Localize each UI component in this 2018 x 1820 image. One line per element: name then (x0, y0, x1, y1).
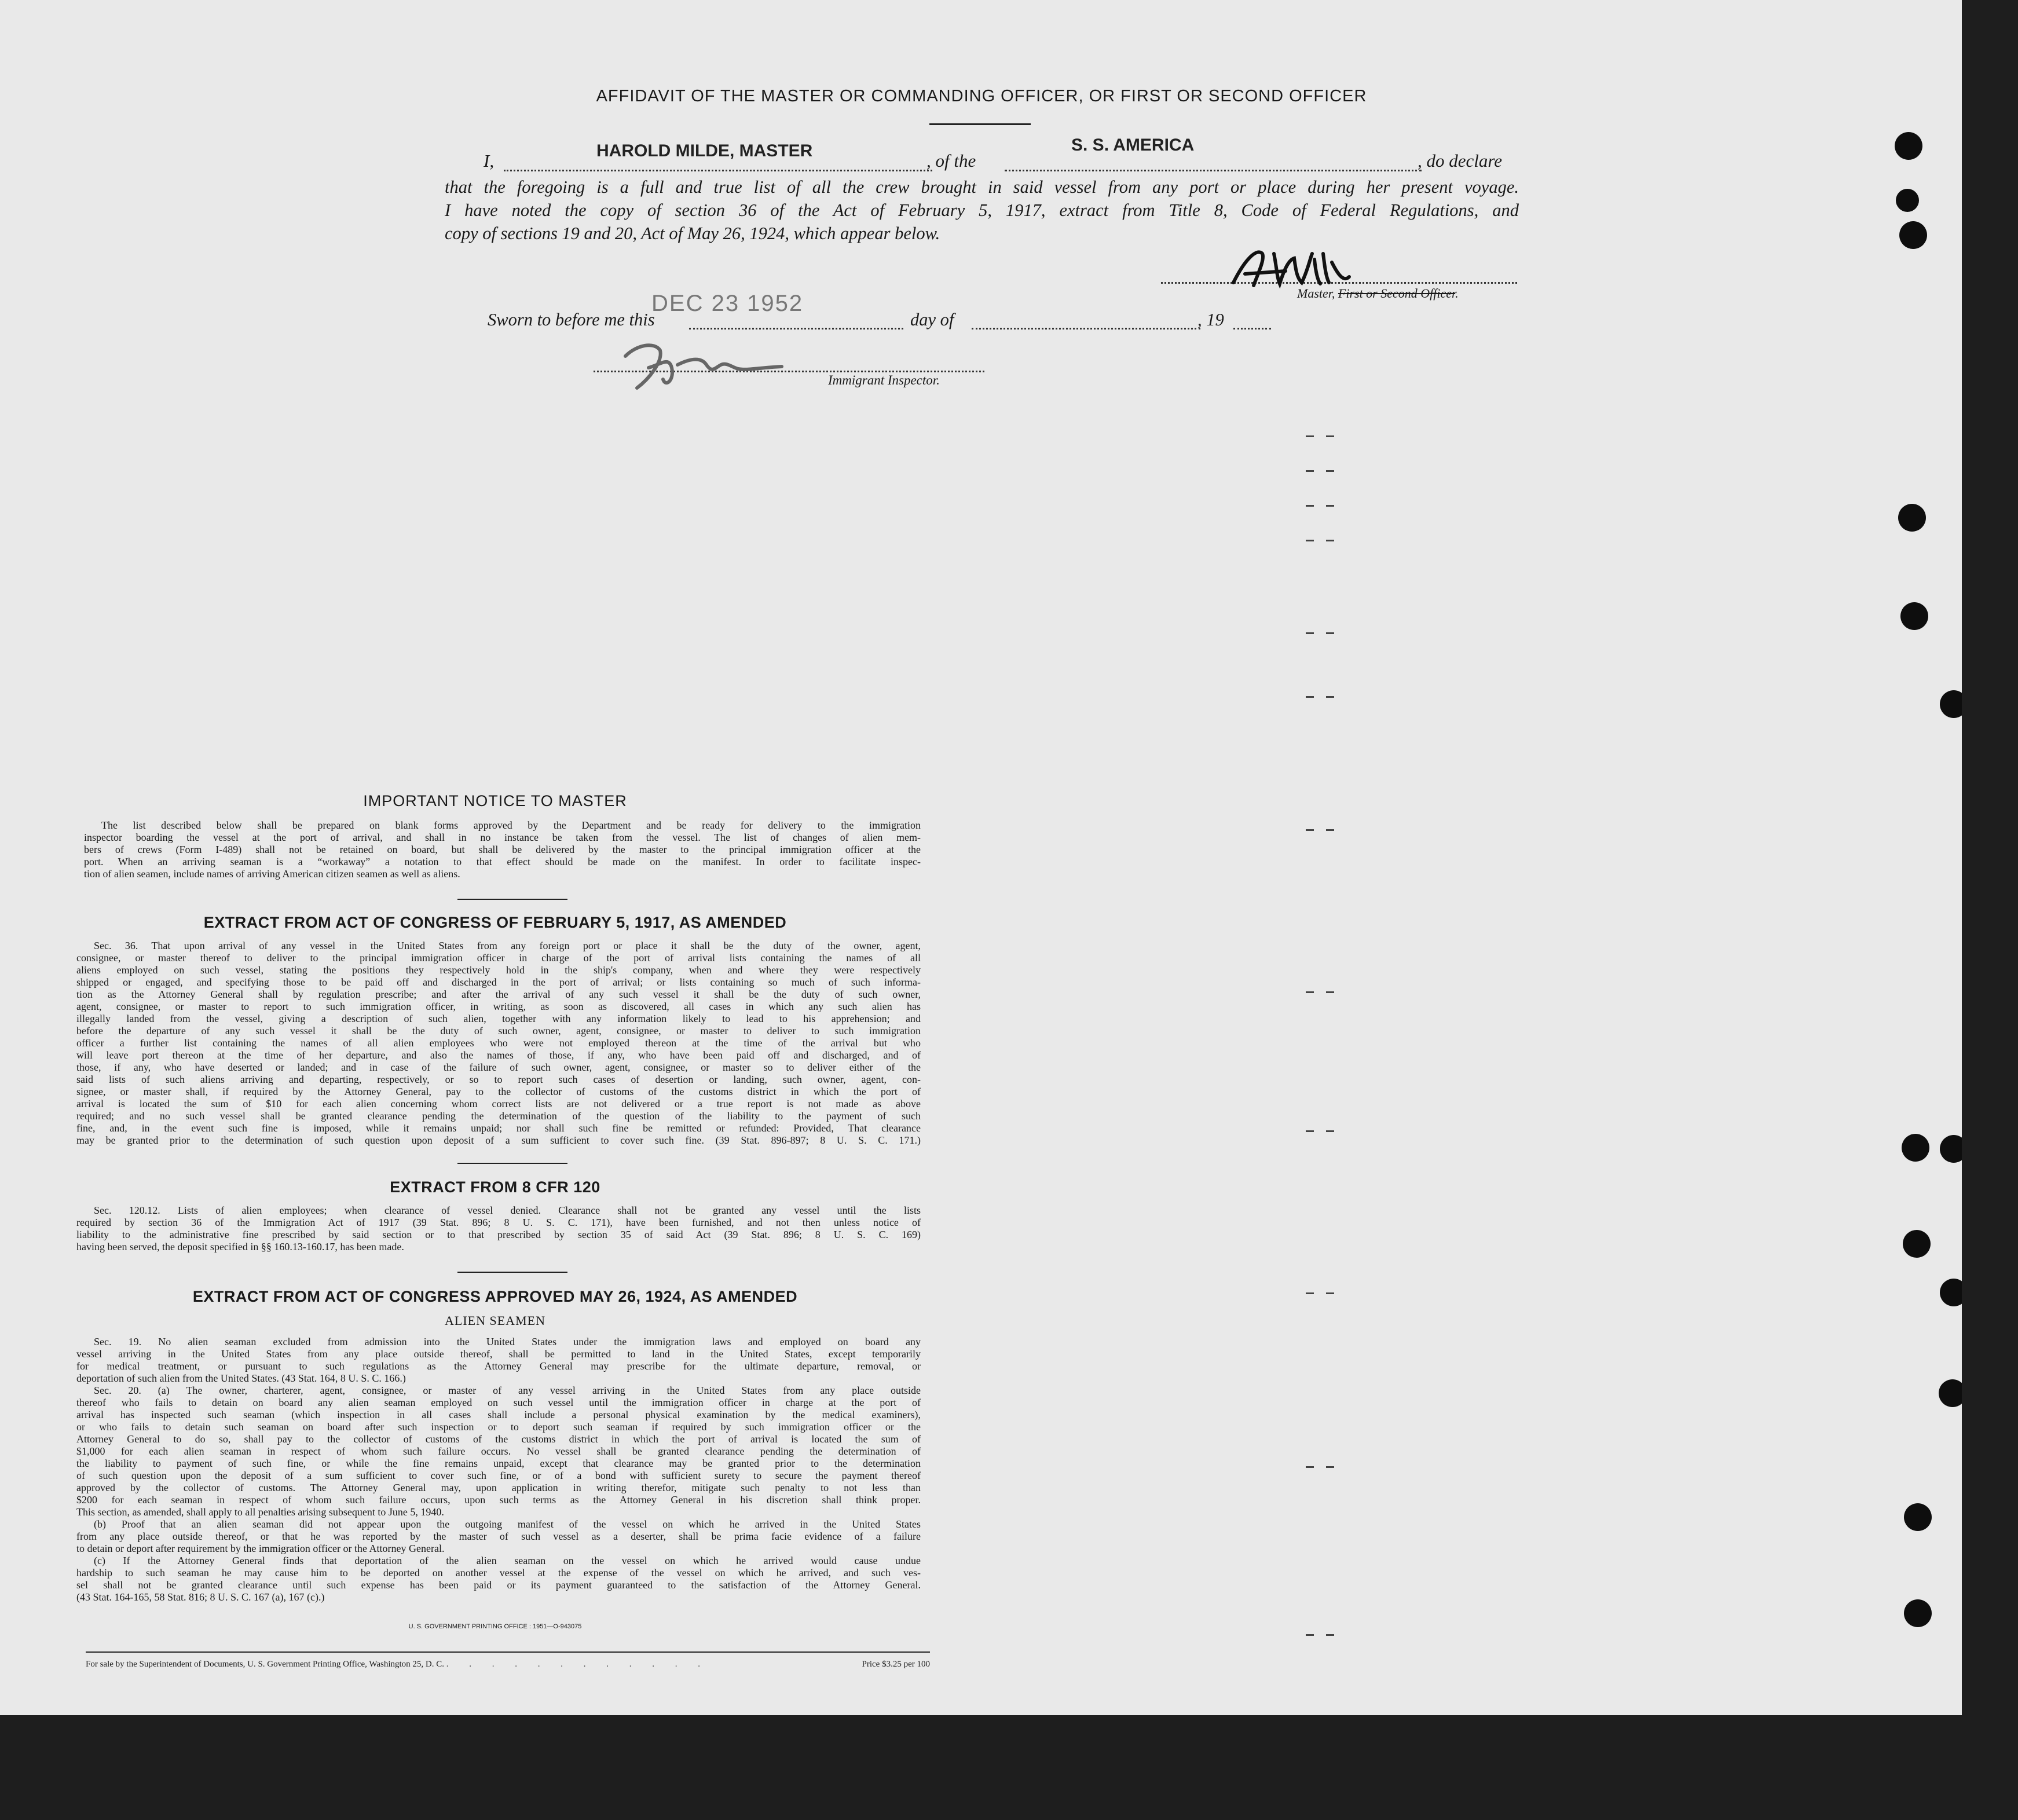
punch-hole (1904, 1503, 1932, 1531)
tick-mark (1326, 1130, 1334, 1132)
inspector-signature (614, 333, 799, 397)
footer-rule (86, 1651, 930, 1653)
tick-mark (1306, 829, 1314, 831)
extract-1917-line: will leave port thereon at the time of her departure, and also the names of those, if any, who have been paid off and discharged, and of (76, 1049, 921, 1061)
punch-hole (1899, 221, 1927, 249)
extract-1917-line: illegally landed from the vessel, giving a description of such alien, together with any information likely to lead to his apprehension; and (76, 1013, 921, 1024)
extract-1917-line: arrival is located the sum of $10 for each alien concerning whom correct lists are not delivered or a true report is not made as above (76, 1098, 921, 1109)
extract-1924-line: Attorney General to do so, shall pay to the collector of customs of the customs district in which the port of arrival is located the sum of (76, 1433, 921, 1445)
extract-1924-line: thereof who fails to detain on board any alien seaman employed on such vessel until the immigration officer in charge at the port of (76, 1397, 921, 1408)
extract-1917-line: signee, or master shall, if required by the Attorney General, pay to the collector of customs of the customs district in which the port of (76, 1086, 921, 1097)
notice-line: tion of alien seamen, include names of arriving American citizen seamen as well as aliens. (84, 868, 460, 880)
tick-mark (1326, 470, 1334, 472)
master-caption-struck-officer: First or Second Officer (1338, 286, 1456, 301)
tick-mark (1306, 991, 1314, 993)
extract-1917-line: said lists of such aliens arriving and departing, respectively, or so to report such cases of desertion or landing, such owner, agent, con- (76, 1074, 921, 1085)
extract-1924-line: from any place outside thereof, or that he was reported by the master of such vessel as a deserter, shall be prima facie evidence of a failure (76, 1530, 921, 1542)
sworn-label: Sworn to before me this (488, 310, 655, 329)
master-caption-master: Master, (1297, 286, 1335, 301)
extract-1917-line: required; and no such vessel shall be granted clearance pending the determination of the question of the liability to the payment of such (76, 1110, 921, 1122)
divider (457, 899, 567, 900)
vessel-value: S. S. AMERICA (1071, 136, 1195, 155)
punch-hole (1903, 1230, 1931, 1258)
tick-mark (1306, 540, 1314, 541)
gpo-imprint: U. S. GOVERNMENT PRINTING OFFICE : 1951—O-943075 (408, 1623, 582, 1630)
divider (457, 1272, 567, 1273)
tick-mark (1306, 632, 1314, 634)
punch-hole (1940, 1279, 1962, 1306)
punch-hole (1940, 1135, 1962, 1163)
extract-1924-line: for medical treatment, or pursuant to such regulations as the Attorney General may prescribe for the ultimate departure, removal, or (76, 1360, 921, 1372)
extract-1924-line: (43 Stat. 164-165, 58 Stat. 816; 8 U. S. C. 167 (a), 167 (c).) (76, 1591, 325, 1603)
affidavit-title: AFFIDAVIT OF THE MASTER OR COMMANDING OFFICER, OR FIRST OR SECOND OFFICER (596, 87, 1367, 105)
tick-mark (1326, 632, 1334, 634)
year-line (1233, 328, 1271, 329)
notice-line: The list described below shall be prepared on blank forms approved by the Department and be ready for delivery to the immigration (101, 819, 921, 831)
punch-hole (1939, 1379, 1962, 1407)
extract-1924-line: This section, as amended, shall apply to all penalties arising subsequent to June 5, 1940. (76, 1506, 444, 1518)
extract-cfr-body (76, 1204, 921, 1253)
extract-cfr-line: liability to the administrative fine prescribed by said section or to that prescribed by section 35 of said Act (39 Stat. 896; 8 U. S. C. 169) (76, 1229, 921, 1240)
name-value: HAROLD MILDE, MASTER (596, 141, 813, 160)
tick-mark (1326, 991, 1334, 993)
extract-1924-line: vessel arriving in the United States from any place outside thereof, shall be permitted to land in the United States, except temporarily (76, 1348, 921, 1360)
extract-cfr-title: EXTRACT FROM 8 CFR 120 (390, 1178, 600, 1196)
sworn-date-line (689, 328, 903, 329)
extract-cfr-line: required by section 36 of the Immigration Act of 1917 (39 Stat. 896; 8 U. S. C. 171), have been furnished, and not then unless notice of (76, 1217, 921, 1228)
footer-line: For sale by the Superintendent of Documents, U. S. Government Printing Office, Washington 25, D. C. . . . . . . . . . . . . Price $3.25 per 100 (86, 1660, 930, 1669)
punch-hole (1898, 504, 1926, 532)
tick-mark (1306, 1130, 1314, 1132)
of-the-label: , of the (926, 151, 976, 171)
extract-1924-line: (c) If the Attorney General finds that deportation of the alien seaman on the vessel on which he arrived would cause undue (94, 1555, 921, 1566)
extract-1924-line: of such question upon the deposit of a sum sufficient to cover such fine, or of a bond with sufficient surety to secure the payment thereof (76, 1470, 921, 1481)
tick-mark (1306, 1466, 1314, 1468)
extract-1917-line: before the departure of any such vessel it shall be the duty of such owner, agent, consignee, or master to deliver to such immigration (76, 1025, 921, 1037)
tick-mark (1306, 696, 1314, 698)
extract-cfr-line: having been served, the deposit specified in §§ 160.13-160.17, has been made. (76, 1241, 404, 1253)
extract-1924-subtitle: ALIEN SEAMEN (445, 1313, 545, 1328)
extract-1917-line: agent, consignee, or master to report to such immigration officer, in writing, as soon as discovered, all cases in which any such alien has (76, 1001, 921, 1012)
tick-mark (1326, 1466, 1334, 1468)
master-caption-period: . (1455, 286, 1459, 301)
extract-1924-line: sel shall not be granted clearance until such expense has been paid or its payment guaranteed to the satisfaction of the Attorney General. (76, 1579, 921, 1591)
extract-1917-line: consignee, or master thereof to deliver to the principal immigration officer in charge of the port of arrival lists containing the names of all (76, 952, 921, 964)
day-of-label: day of (910, 310, 954, 329)
punch-hole (1900, 602, 1928, 630)
extract-1924-line: hardship to such seaman he may cause him to be deported on another vessel at the expense of the vessel on which he arrived, and such ves- (76, 1567, 921, 1579)
extract-1924-line: arrival has inspected such seaman (which inspection in all cases shall include a personal physical examination by the medical examiners), (76, 1409, 921, 1420)
tick-mark (1306, 1292, 1314, 1294)
year-prefix: , 19 (1197, 310, 1224, 329)
punch-hole (1904, 1599, 1932, 1627)
tick-mark (1306, 470, 1314, 472)
date-stamp: DEC 23 1952 (651, 291, 804, 316)
extract-1924-line: $1,000 for each alien seaman in respect of whom such failure occurs. No vessel shall be granted clearance pending the determination of (76, 1445, 921, 1457)
punch-hole (1940, 690, 1962, 718)
extract-1924-line: to detain or deport after requirement by the immigration officer or the Attorney General. (76, 1543, 445, 1554)
price-note: Price $3.25 per 100 (862, 1660, 930, 1669)
extract-1917-line: may be granted prior to the determination of such question upon deposit of a sum sufficient to cover such fine. (39 Stat. 896-897; 8 U. S. C. 171.) (76, 1134, 921, 1146)
extract-1924-line: Sec. 19. No alien seaman excluded from admission into the United States under the immigration laws and employed on board any (94, 1336, 921, 1347)
extract-1924-title: EXTRACT FROM ACT OF CONGRESS APPROVED MAY 26, 1924, AS AMENDED (192, 1288, 798, 1305)
affidavit-line-2: I have noted the copy of section 36 of the Act of February 5, 1917, extract from Title 8, Code of Federal Regulations, and (445, 200, 1519, 220)
tick-mark (1326, 1634, 1334, 1636)
vessel-line (1005, 170, 1422, 171)
name-line (504, 170, 932, 171)
month-line (972, 328, 1200, 329)
extract-1917-line: aliens employed on such vessel, stating the positions they respectively hold in the ship's company, when and where they were respectively (76, 964, 921, 976)
sale-note: For sale by the Superintendent of Documents, U. S. Government Printing Office, Washington 25, D. C. (86, 1660, 444, 1669)
extract-1924-line: deportation of such alien from the United States. (43 Stat. 164, 8 U. S. C. 166.) (76, 1372, 406, 1384)
notice-line: inspector boarding the vessel at the port of arrival, and shall in no instance be taken from the vessel. The list of changes of alien mem- (84, 832, 921, 843)
notice-body (84, 819, 921, 880)
i-label: I, (484, 151, 495, 171)
extract-1917-line: shipped or engaged, and specifying those to be paid off and discharged in the port of arrival; or lists containing so much of such informa- (76, 976, 921, 988)
extract-1924-line: (b) Proof that an alien seaman did not appear upon the outgoing manifest of the vessel on which he arrived in the United States (94, 1518, 921, 1530)
punch-hole (1895, 132, 1922, 160)
tick-mark (1326, 505, 1334, 507)
extract-1917-line: fine, and, in the event such fine is imposed, while it remains unpaid; nor shall such fine be remitted or refunded: Provided, That clearance (76, 1122, 921, 1134)
tick-mark (1306, 435, 1314, 437)
extract-1924-body (76, 1336, 921, 1603)
tick-mark (1326, 829, 1334, 831)
extract-1924-line: $200 for each seaman in respect of whom such failure occurs, upon such terms as the Attorney General in his discretion shall think proper. (76, 1494, 921, 1506)
notice-title: IMPORTANT NOTICE TO MASTER (363, 792, 627, 810)
punch-hole (1902, 1134, 1929, 1162)
affidavit-line-3: copy of sections 19 and 20, Act of May 26, 1924, which appear below. (445, 224, 940, 243)
extract-1924-line: Sec. 20. (a) The owner, charterer, agent, consignee, or master of any vessel arriving in the United States from any place outside (94, 1385, 921, 1396)
extract-1917-line: tion as the Attorney General shall by regulation prescribe; and after the arrival of any such vessel it shall be the duty of such owner, (76, 988, 921, 1000)
notice-line: bers of crews (Form I-489) shall not be retained on board, but shall be delivered by the master to the principal immigration officer at the (84, 844, 921, 855)
extract-1917-line: Sec. 36. That upon arrival of any vessel in the United States from any foreign port or place it shall be the duty of the owner, agent, (94, 940, 921, 951)
extract-1917-title: EXTRACT FROM ACT OF CONGRESS OF FEBRUARY 5, 1917, AS AMENDED (203, 914, 787, 931)
extract-1924-line: approved by the collector of customs. The Attorney General may, upon application in writing therefor, mitigate such penalty to not less than (76, 1482, 921, 1493)
extract-1917-line: those, if any, who have deserted or landed; and in case of the failure of such owner, agent, consignee, or master so to deliver either of the (76, 1061, 921, 1073)
tick-mark (1326, 540, 1334, 541)
do-declare-label: , do declare (1418, 151, 1503, 171)
extract-cfr-line: Sec. 120.12. Lists of alien employees; when clearance of vessel denied. Clearance shall not be granted any vessel until the lists (94, 1204, 921, 1216)
master-caption (1297, 286, 1459, 301)
extract-1924-line: or who fails to detain such seaman on board after such inspection or to deport such seaman if required by such immigration officer or the (76, 1421, 921, 1433)
tick-mark (1326, 696, 1334, 698)
tick-mark (1306, 505, 1314, 507)
inspector-caption: Immigrant Inspector. (828, 373, 940, 387)
tick-mark (1306, 1634, 1314, 1636)
affidavit-line-1: that the foregoing is a full and true list of all the crew brought in said vessel from any port or place during her present voyage. (445, 177, 1519, 197)
notice-line: port. When an arriving seaman is a “workaway” a notation to that effect should be made on the manifest. In order to facilitate inspec- (84, 856, 921, 867)
title-divider (929, 123, 1031, 125)
divider (457, 1163, 567, 1164)
punch-hole (1896, 189, 1919, 212)
extract-1917-body (76, 940, 921, 1147)
tick-mark (1326, 1292, 1334, 1294)
extract-1917-line: officer a further list containing the names of all alien employees who were not employed thereon at the time of the arrival but who (76, 1037, 921, 1049)
tick-mark (1326, 435, 1334, 437)
extract-1924-line: the liability to payment of such fine, or while the fine remains unpaid, except that clearance may be granted prior to the determination (76, 1458, 921, 1469)
